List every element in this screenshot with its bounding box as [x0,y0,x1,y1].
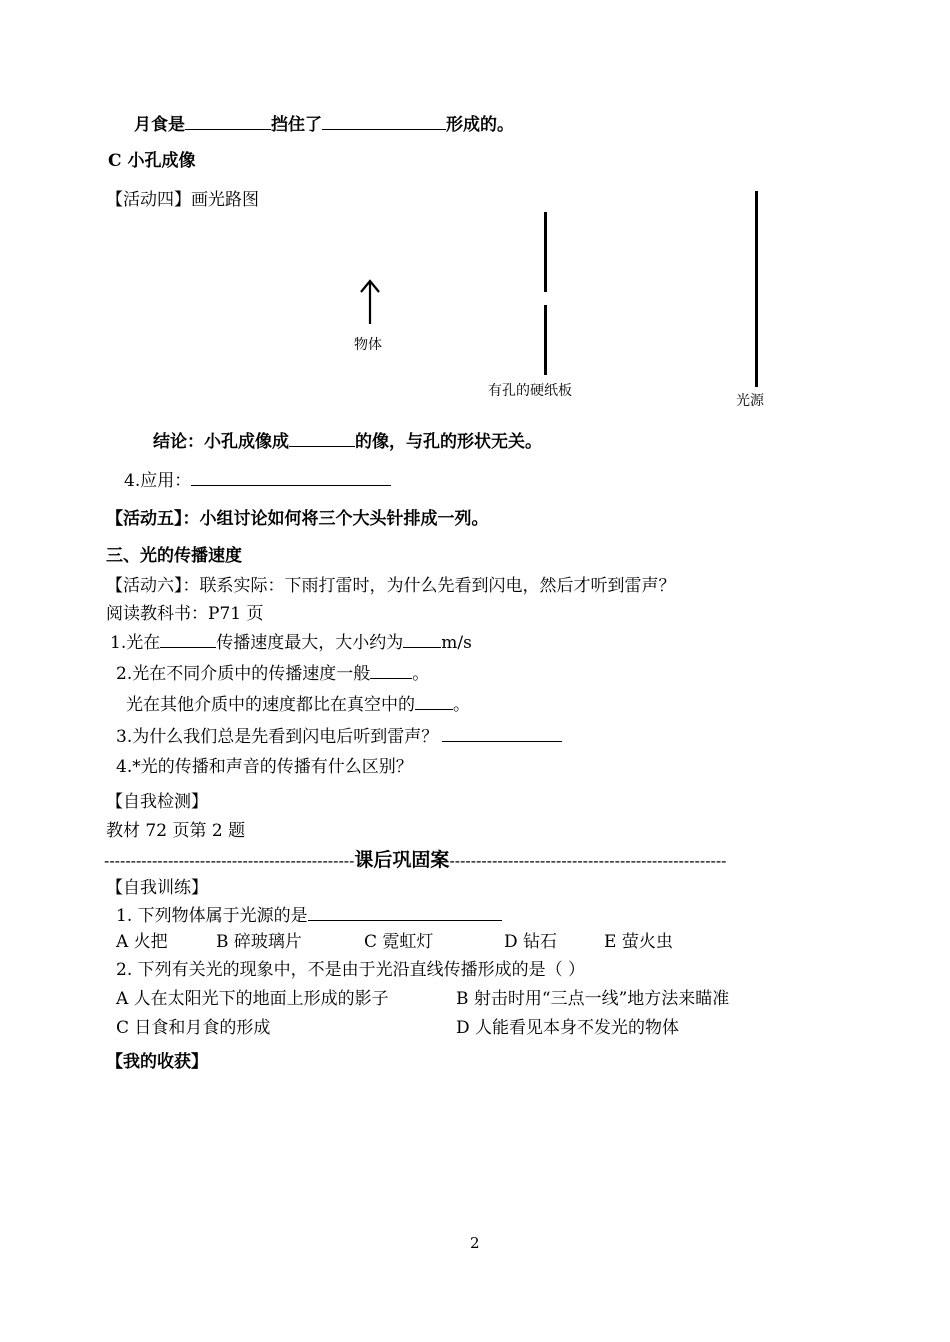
application-line [124,468,391,492]
training-question-1: 1. 下列物体属于光源的是 [116,903,502,927]
t1-option-e: E 萤火虫 [604,932,673,952]
conclusion-text-a: 结论：小孔成像成 [153,432,289,452]
page-number: 2 [470,1234,480,1252]
activity-4-heading: 【活动四】画光路图 [106,190,259,210]
activity-6: 【活动六】：联系实际：下雨打雷时，为什么先看到闪电，然后才听到雷声？ [106,576,676,596]
eclipse-text-a: 月食是 [134,115,185,135]
q2-blank[interactable] [370,661,412,679]
q1-blank-2[interactable] [403,630,441,648]
section-divider: -----------------------------------------------课后巩固案---------------------------------------------------- [104,849,727,871]
q3-blank[interactable] [442,724,562,742]
t2-option-c: C 日食和月食的形成 [116,1018,271,1038]
eclipse-text-c: 形成的。 [446,115,514,135]
self-check-heading: 【自我检测】 [106,792,208,812]
question-4: 4.*光的传播和声音的传播有什么区别？ [116,757,413,777]
eclipse-blank-2[interactable] [322,112,446,130]
t1-option-a: A 火把 [116,932,168,952]
question-2: 2.光在不同介质中的传播速度一般 。 [116,661,429,685]
conclusion-text-b: 的像，与孔的形状无关。 [355,432,542,452]
t2-option-d: D 人能看见本身不发光的物体 [456,1018,680,1038]
cardboard-upper [544,212,547,292]
section-3-heading: 三、光的传播速度 [106,546,242,566]
t1-option-c: C 霓虹灯 [364,932,434,952]
harvest-heading: 【我的收获】 [106,1052,208,1072]
t1-option-b: B 碎玻璃片 [216,932,302,952]
question-3: 3.为什么我们总是先看到闪电后听到雷声？ [116,724,562,748]
section-c-heading: C 小孔成像 [108,151,196,171]
application-blank[interactable] [191,468,391,486]
conclusion-sentence [153,429,542,453]
eclipse-text-b: 挡住了 [271,115,322,135]
q2b-blank[interactable] [415,692,453,710]
t1-option-d: D 钻石 [504,932,558,952]
cardboard-label: 有孔的硬纸板 [488,383,572,399]
t1-blank[interactable] [308,903,502,921]
textbook-reference: 教材 72 页第 2 题 [106,821,246,841]
eclipse-blank-1[interactable] [185,112,271,130]
activity-5: 【活动五】：小组讨论如何将三个大头针排成一列。 [106,509,489,529]
light-source-bar [755,191,758,387]
reading-assignment: 阅读教科书：P71 页 [106,604,264,624]
light-source-label: 光源 [736,393,764,409]
training-heading: 【自我训练】 [106,878,208,898]
t2-option-a: A 人在太阳光下的地面上形成的影子 [116,989,389,1009]
t2-option-b: B 射击时用“三点一线”地方法来瞄准 [456,989,730,1009]
object-arrow-icon [356,278,384,326]
cardboard-lower [544,305,547,375]
question-2b: 光在其他介质中的速度都比在真空中的 。 [126,692,470,716]
conclusion-blank[interactable] [289,429,355,447]
question-1: 1.光在 传播速度最大，大小约为 m/s [110,630,472,654]
application-label: 4.应用： [124,471,192,491]
q1-blank-1[interactable] [160,630,216,648]
eclipse-sentence [134,112,514,136]
training-question-2: 2. 下列有关光的现象中，不是由于光沿直线传播形成的是（ ） [116,960,586,980]
object-label: 物体 [354,337,382,353]
divider-title: 课后巩固案 [354,849,450,871]
